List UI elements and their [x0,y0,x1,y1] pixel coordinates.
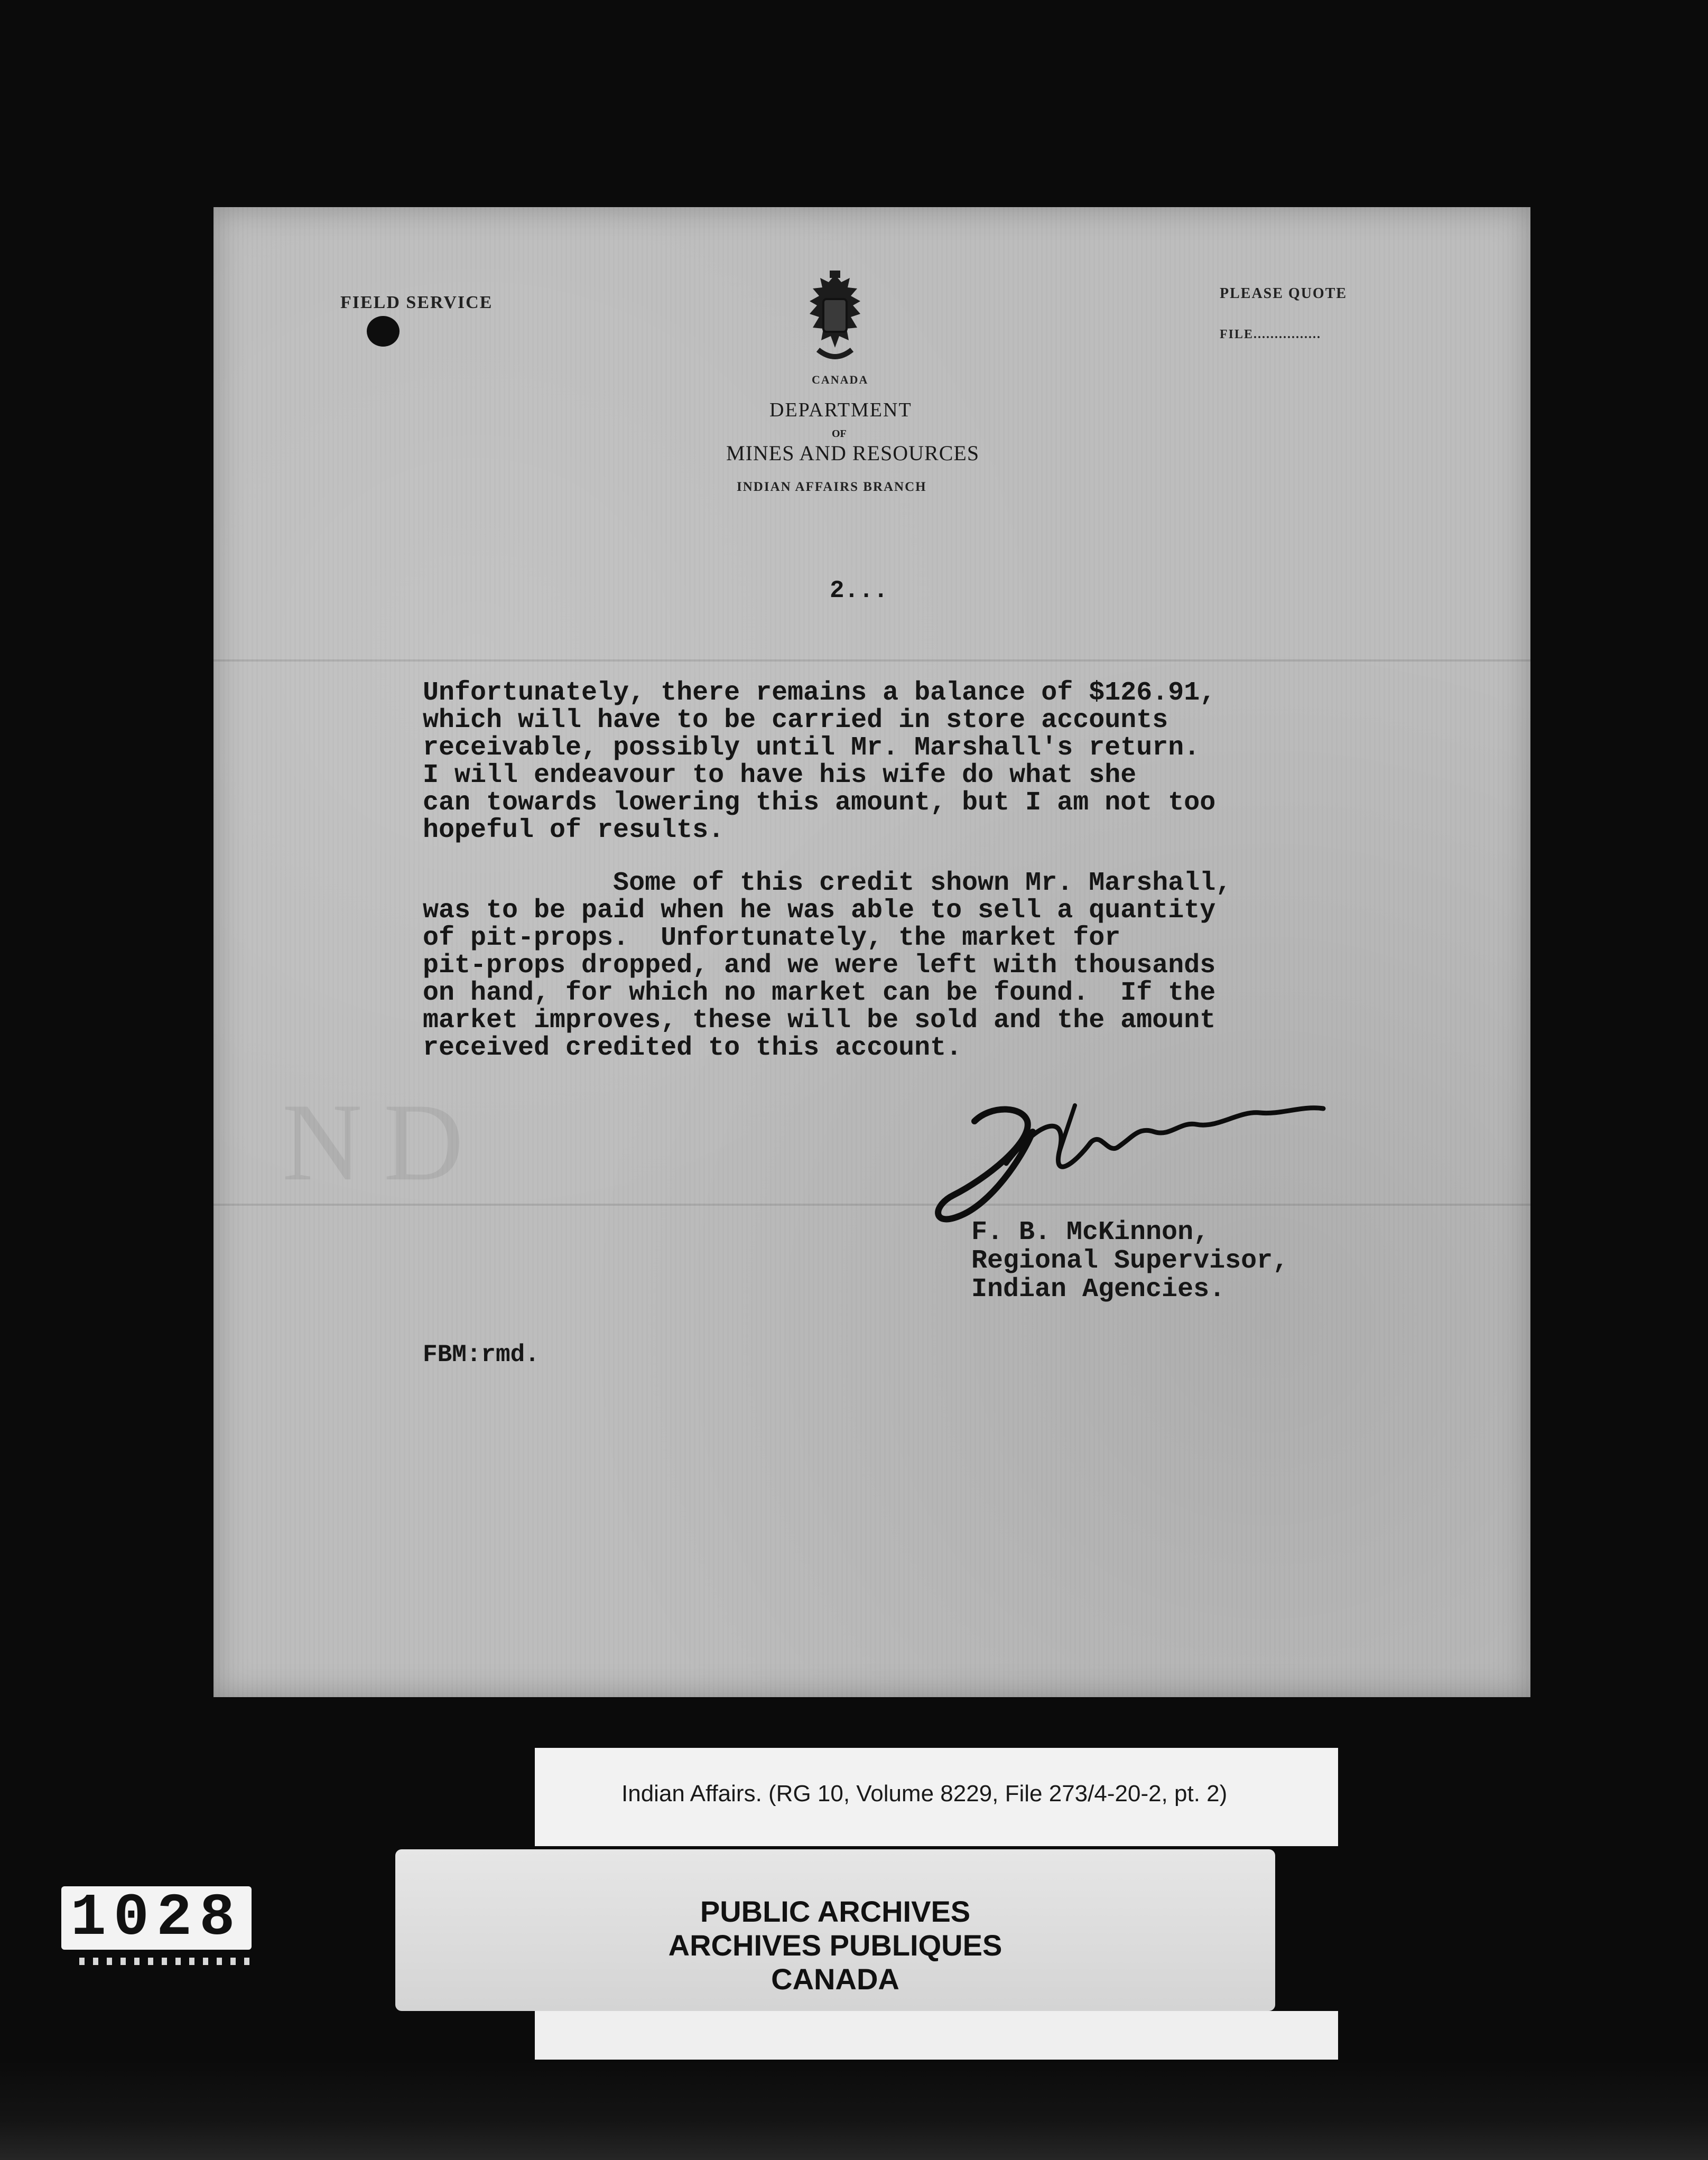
archive-reference-card [535,1748,1338,1846]
body-line: pit-props dropped, and we were left with thousands [423,951,1216,981]
body-line: Unfortunately, there remains a balance of $126.91, [423,678,1216,708]
archive-stamp-line: ARCHIVES PUBLIQUES [668,1929,1002,1962]
branch-label: INDIAN AFFAIRS BRANCH [737,480,927,494]
signatory-title: Regional Supervisor, [971,1246,1289,1276]
archive-stamp-band [395,1849,1275,2011]
body-line: can towards lowering this amount, but I am not too [423,788,1216,818]
typist-initials: FBM:rmd. [423,1341,540,1368]
frame-counter: 1028 [61,1886,252,1950]
department-label: DEPARTMENT [769,399,912,421]
letter-page [214,207,1530,1697]
body-line: market improves, these will be sold and the amount [423,1005,1216,1036]
body-line: I will endeavour to have his wife do what she [423,760,1137,790]
archive-card-bottom [535,2011,1338,2060]
body-line: hopeful of results. [423,815,725,845]
of-label: OF [832,428,847,440]
body-line: receivable, possibly until Mr. Marshall's return. [423,733,1200,763]
page-number: 2... [830,577,888,604]
country-label: CANADA [812,373,869,386]
body-line: of pit-props. Unfortunately, the market for [423,923,1121,953]
body-line: was to be paid when he was able to sell a quantity [423,896,1216,926]
body-line: Some of this credit shown Mr. Marshall, [423,868,1232,898]
film-perforations [79,1958,254,1965]
body-line: which will have to be carried in store accounts [423,705,1168,735]
body-line: on hand, for which no market can be found. If the [423,978,1216,1008]
signatory-unit: Indian Agencies. [971,1274,1226,1305]
fold-line [214,659,1530,662]
signatory-name: F. B. McKinnon, [971,1217,1210,1247]
archive-reference-text: Indian Affairs. (RG 10, Volume 8229, File 273/4-20-2, pt. 2) [621,1781,1228,1807]
file-reference-field: FILE................ [1220,328,1322,341]
ink-blot [367,316,400,347]
archive-stamp-line: CANADA [771,1962,899,1996]
coat-of-arms-icon [798,271,872,368]
ministry-label: MINES AND RESOURCES [726,441,980,465]
archive-stamp-line: PUBLIC ARCHIVES [700,1895,971,1928]
faint-watermark: ND [282,1081,485,1204]
field-service-label: FIELD SERVICE [340,293,493,312]
film-edge [0,2061,1708,2160]
please-quote-label: PLEASE QUOTE [1220,285,1348,302]
body-line: received credited to this account. [423,1033,962,1063]
